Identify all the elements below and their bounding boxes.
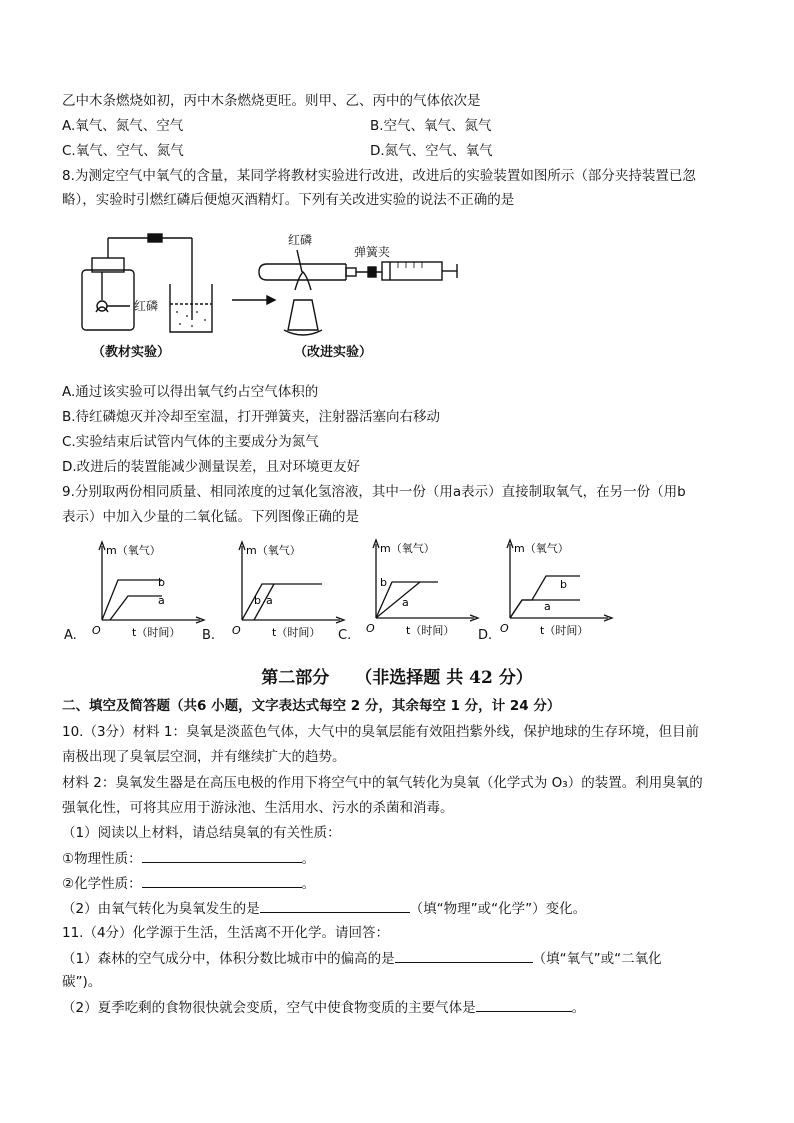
part2-subtitle: （非选择题 共 42 分） — [355, 668, 533, 688]
q11-sub2-pre: （2）夏季吃剩的食物很快就会变质，空气中使食物变质的主要气体是 — [62, 1000, 476, 1016]
right-label-phosphorus: 红磷 — [288, 233, 313, 247]
graph-ylabel: m（氧气） — [514, 542, 569, 555]
q10-chemical-property — [62, 874, 315, 893]
series-label-a: a — [544, 600, 551, 613]
q10-sub2-post: （填“物理”或“化学”）变化。 — [409, 901, 587, 917]
left-caption: （教材实验） — [92, 345, 171, 360]
series-label-a: a — [266, 594, 273, 607]
graph-origin: O — [500, 622, 509, 635]
series-label-b: b — [254, 594, 261, 607]
q9-graph-c — [362, 536, 480, 640]
graph-xlabel: t（时间） — [406, 624, 455, 637]
q10-physical-property — [62, 849, 315, 868]
syringe-ticks — [398, 262, 422, 268]
graph-origin: O — [92, 624, 101, 637]
q10-sub2 — [62, 899, 586, 918]
q11-sub1-pre: （1）森林的空气成分中，体积分数比城市中的偏高的是 — [62, 951, 395, 967]
q10-line3: 材料 2：臭氧发生器是在高压电极的作用下将空气中的氧气转化为臭氧（化学式为 O₃）的装置。利用臭氧的 — [62, 775, 703, 791]
part2-heading — [0, 663, 794, 688]
q8-apparatus-figure — [62, 220, 472, 370]
q9-graph-a — [88, 538, 206, 642]
q8-option-d: D.改进后的装置能减少测量误差，且对环境更友好 — [62, 459, 361, 475]
series-label-b: b — [158, 576, 165, 589]
q9-stem-line1: 9.分别取两份相同质量、相同浓度的过氧化氢溶液，其中一份（用a表示）直接制取氧气，在另一份（用b — [62, 484, 686, 500]
q9-graph-d — [496, 536, 614, 640]
q10-sub2-pre: （2）由氧气转化为臭氧发生的是 — [62, 901, 260, 917]
q9-graph-b — [228, 538, 346, 642]
q8-option-a: A.通过该实验可以得出氧气约占空气体积的 — [62, 384, 319, 400]
series-label-b: b — [560, 578, 567, 591]
q11-sub2 — [62, 998, 585, 1017]
q11-sub1-cont: 碳”)。 — [62, 974, 102, 990]
q8-stem-line1: 8.为测定空气中氧气的含量，某同学将教材实验进行改进，改进后的实验装置如图所示（部分夹持装置已忽 — [62, 168, 696, 184]
improved-apparatus — [259, 250, 457, 335]
section2-heading: 二、填空及简答题（共6 小题，文字表达式每空 2 分，其余每空 1 分，计 24 分） — [62, 698, 561, 714]
spoilage-gas-blank[interactable] — [476, 998, 572, 1012]
q10-line2: 南极出现了臭氧层空洞，并有继续扩大的趋势。 — [62, 749, 346, 765]
water-dots — [176, 311, 206, 327]
q7-option-c: C.氧气、空气、氮气 — [62, 143, 184, 159]
graph-xlabel: t（时间） — [272, 626, 321, 639]
q7-option-b: B.空气、氧气、氮气 — [370, 118, 492, 134]
q11-line1: 11.（4分）化学源于生活，生活离不开化学。请回答： — [62, 925, 390, 941]
q8-stem-line2: 略），实验时引燃红磷后便熄灭酒精灯。下列有关改进实验的说法不正确的是 — [62, 192, 515, 208]
period: 。 — [301, 876, 316, 892]
q9-option-label-a: A. — [64, 628, 77, 643]
forest-gas-blank[interactable] — [395, 949, 533, 963]
q9-option-label-b: B. — [202, 628, 216, 643]
chemical-label: ②化学性质： — [62, 876, 142, 892]
graph-ylabel: m（氧气） — [380, 542, 435, 555]
graph-xlabel: t（时间） — [132, 626, 181, 639]
physical-property-blank[interactable] — [142, 849, 302, 863]
q7-option-a: A.氧气、氮气、空气 — [62, 118, 184, 134]
chemical-property-blank[interactable] — [142, 874, 302, 888]
graph-origin: O — [232, 624, 241, 637]
graph-ylabel: m（氧气） — [246, 544, 301, 557]
graph-ylabel: m（氧气） — [106, 544, 161, 557]
series-label-a: a — [158, 594, 165, 607]
graph-xlabel: t（时间） — [540, 624, 589, 637]
q9-option-label-d: D. — [478, 628, 493, 643]
right-caption: （改进实验） — [294, 345, 373, 360]
q7-tail: 乙中木条燃烧如初，丙中木条燃烧更旺。则甲、乙、丙中的气体依次是 — [62, 93, 481, 109]
q8-option-c: C.实验结束后试管内气体的主要成分为氮气 — [62, 434, 319, 450]
q10-sub1: （1）阅读以上材料，请总结臭氧的有关性质： — [62, 825, 341, 841]
physical-label: ①物理性质： — [62, 851, 142, 867]
period: 。 — [301, 851, 316, 867]
series-label-b: b — [380, 576, 387, 589]
q7-option-d: D.氮气、空气、氧气 — [370, 143, 493, 159]
q11-sub1 — [62, 949, 662, 968]
q10-line4: 强氧化性，可将其应用于游泳池、生活用水、污水的杀菌和消毒。 — [62, 800, 454, 816]
q9-option-label-c: C. — [338, 628, 352, 643]
q11-sub2-post: 。 — [571, 1000, 586, 1016]
series-label-a: a — [402, 596, 409, 609]
part2-title: 第二部分 — [261, 668, 330, 688]
graph-origin: O — [366, 622, 375, 635]
textbook-apparatus — [82, 234, 212, 332]
q10-line1: 10.（3分）材料 1：臭氧是淡蓝色气体，大气中的臭氧层能有效阻挡紫外线，保护地球的生存环境，但目前 — [62, 724, 699, 740]
arrow-icon — [232, 296, 275, 304]
right-label-clip: 弹簧夹 — [354, 245, 391, 259]
q8-option-b: B.待红磷熄灭并冷却至室温，打开弹簧夹，注射器活塞向右移动 — [62, 409, 441, 425]
q9-stem-line2: 表示）中加入少量的二氧化锰。下列图像正确的是 — [62, 509, 359, 525]
left-label-phosphorus: 红磷 — [134, 299, 159, 313]
q11-sub1-post: （填“氧气”或“二氧化 — [532, 951, 662, 967]
change-type-blank[interactable] — [260, 899, 410, 913]
